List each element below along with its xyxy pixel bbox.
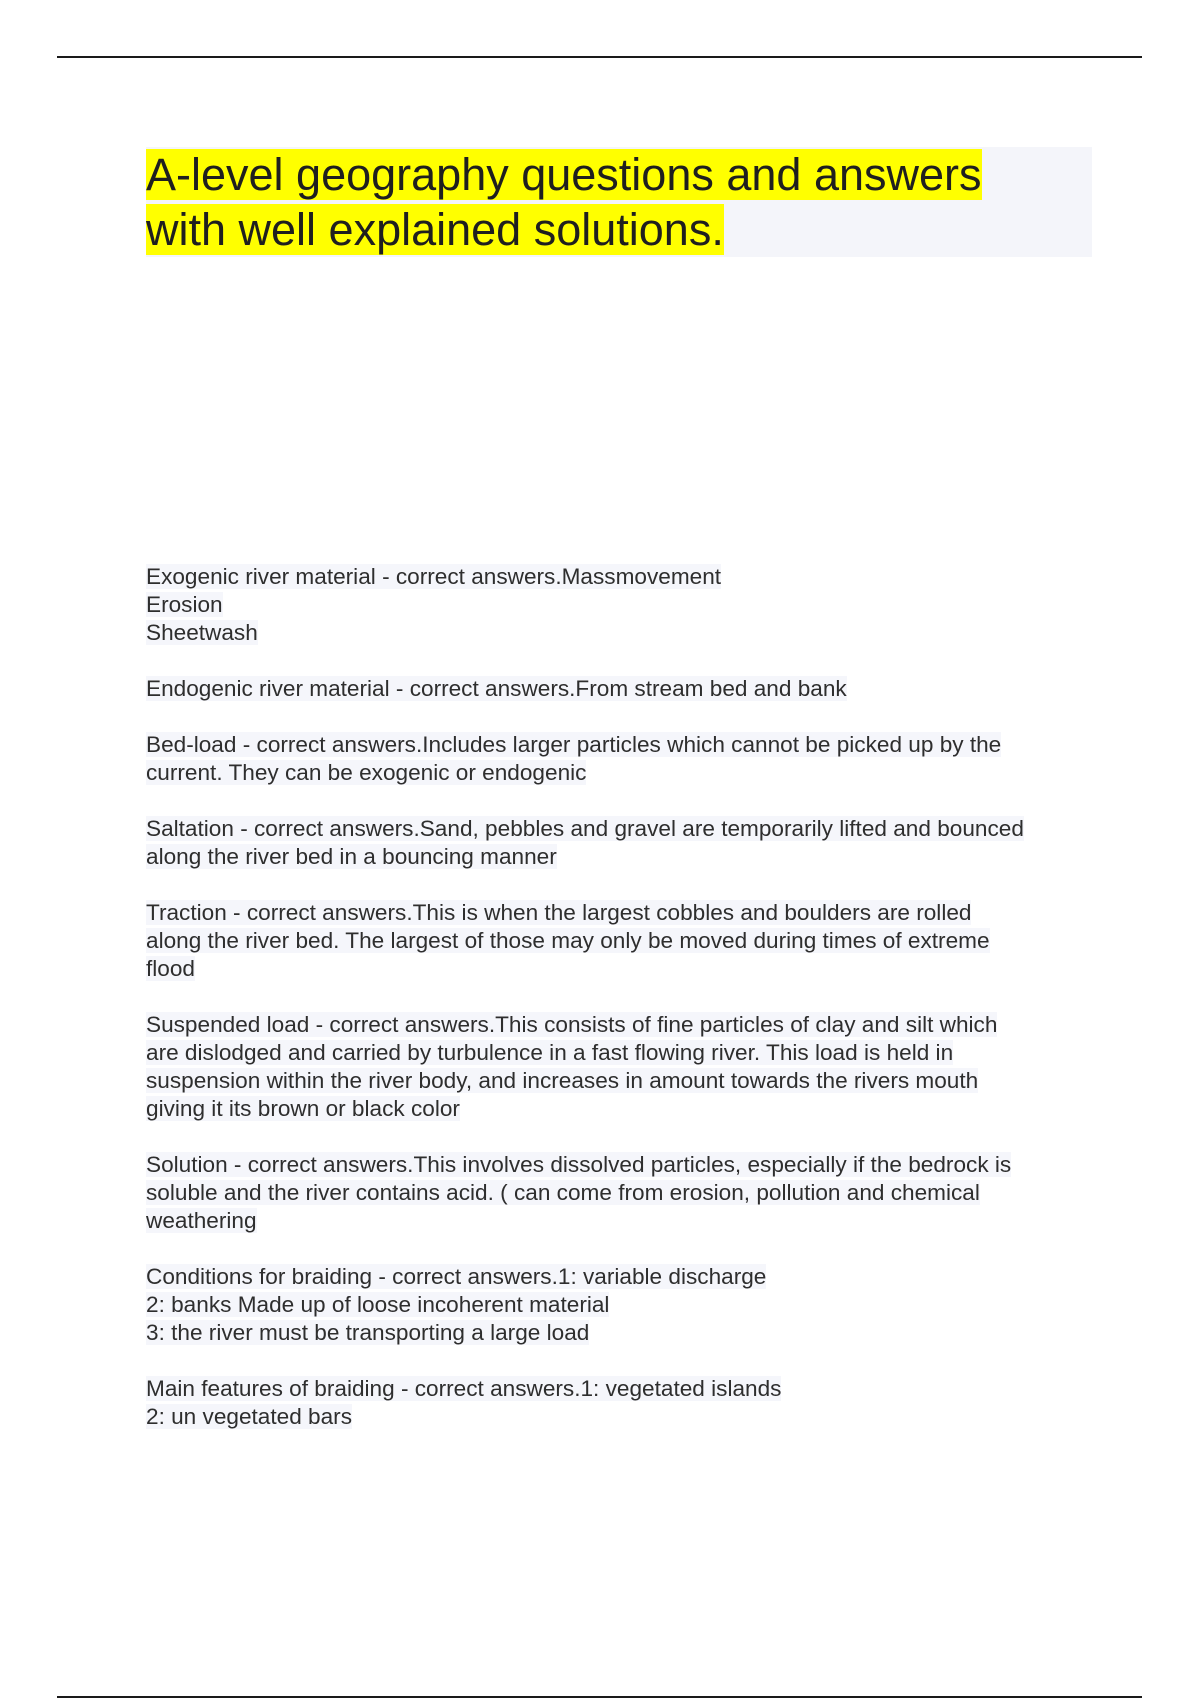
qa-line: 3: the river must be transporting a large load	[146, 1320, 590, 1345]
qa-list	[146, 563, 1096, 1459]
title-line-2: with well explained solutions.	[146, 204, 724, 255]
qa-line: Conditions for braiding - correct answers.1: variable discharge	[146, 1264, 767, 1289]
qa-line: Suspended load - correct answers.This consists of fine particles of clay and silt which	[146, 1012, 998, 1037]
title-line-1: A-level geography questions and answers	[146, 149, 982, 200]
qa-line: Saltation - correct answers.Sand, pebbles and gravel are temporarily lifted and bounced	[146, 816, 1024, 841]
qa-line: Endogenic river material - correct answers.From stream bed and bank	[146, 676, 847, 701]
qa-line: flood	[146, 956, 195, 981]
qa-entry-solution	[146, 1151, 1096, 1235]
title-block	[146, 147, 1092, 257]
qa-entry-exogenic	[146, 563, 1096, 647]
qa-line: Exogenic river material - correct answers.Massmovement	[146, 564, 722, 589]
qa-line: Solution - correct answers.This involves dissolved particles, especially if the bedrock is	[146, 1152, 1012, 1177]
qa-line: weathering	[146, 1208, 257, 1233]
qa-line: Sheetwash	[146, 620, 258, 645]
qa-line: 2: banks Made up of loose incoherent material	[146, 1292, 610, 1317]
qa-line: are dislodged and carried by turbulence in a fast flowing river. This load is held in	[146, 1040, 954, 1065]
qa-entry-suspended-load	[146, 1011, 1096, 1123]
qa-line: current. They can be exogenic or endogenic	[146, 760, 587, 785]
qa-entry-bed-load	[146, 731, 1096, 787]
document-title	[146, 147, 1092, 257]
qa-entry-braiding-features	[146, 1375, 1096, 1431]
qa-line: suspension within the river body, and increases in amount towards the rivers mouth	[146, 1068, 979, 1093]
qa-entry-traction	[146, 899, 1096, 983]
qa-entry-endogenic	[146, 675, 1096, 703]
qa-entry-braiding-conditions	[146, 1263, 1096, 1347]
qa-line: soluble and the river contains acid. ( can come from erosion, pollution and chemical	[146, 1180, 980, 1205]
qa-line: Main features of braiding - correct answers.1: vegetated islands	[146, 1376, 782, 1401]
qa-line: giving it its brown or black color	[146, 1096, 460, 1121]
qa-line: Erosion	[146, 592, 223, 617]
top-rule	[57, 56, 1142, 58]
qa-line: 2: un vegetated bars	[146, 1404, 353, 1429]
qa-line: Bed-load - correct answers.Includes larger particles which cannot be picked up by the	[146, 732, 1002, 757]
bottom-rule	[57, 1696, 1142, 1698]
qa-line: along the river bed in a bouncing manner	[146, 844, 557, 869]
qa-entry-saltation	[146, 815, 1096, 871]
qa-line: along the river bed. The largest of those may only be moved during times of extreme	[146, 928, 990, 953]
qa-line: Traction - correct answers.This is when the largest cobbles and boulders are rolled	[146, 900, 972, 925]
